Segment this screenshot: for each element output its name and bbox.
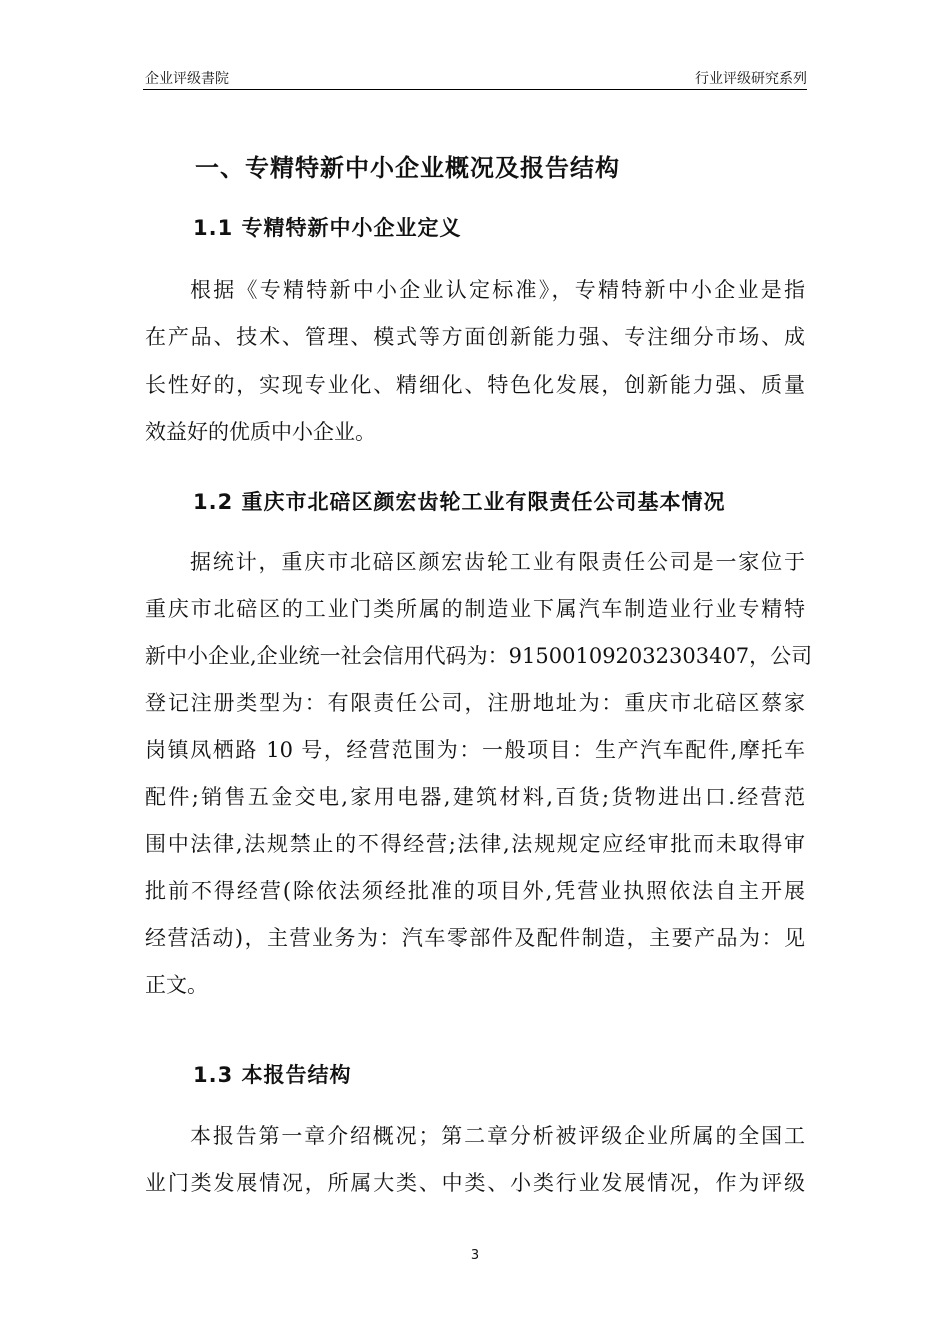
page-number: 3 (470, 1248, 480, 1263)
section-title: 1.2 重庆市北碚区颜宏齿轮工业有限责任公司基本情况 (193, 490, 726, 514)
paragraph-line: 业门类发展情况，所属大类、中类、小类行业发展情况，作为评级 (145, 1171, 805, 1195)
paragraph-line: 长性好的，实现专业化、精细化、特色化发展，创新能力强、质量 (145, 373, 805, 397)
paragraph-line: 登记注册类型为：有限责任公司，注册地址为：重庆市北碚区蔡家 (145, 691, 805, 715)
paragraph-line: 正文。 (145, 973, 208, 997)
section-title: 1.1 专精特新中小企业定义 (193, 216, 462, 240)
paragraph-line: 效益好的优质中小企业。 (145, 420, 376, 444)
paragraph-line: 围中法律,法规禁止的不得经营;法律,法规规定应经审批而未取得审 (145, 832, 805, 856)
header-right: 行业评级研究系列 (695, 71, 807, 87)
paragraph-line: 岗镇凤栖路 10 号，经营范围为：一般项目：生产汽车配件,摩托车 (145, 738, 805, 762)
paragraph-line: 配件;销售五金交电,家用电器,建筑材料,百货;货物进出口.经营范 (145, 785, 805, 809)
paragraph-line: 经营活动)，主营业务为：汽车零部件及配件制造，主要产品为：见 (145, 926, 805, 950)
header-rule (143, 89, 807, 90)
header-left: 企业评级書院 (145, 71, 229, 87)
paragraph-line: 批前不得经营(除依法须经批准的项目外,凭营业执照依法自主开展 (145, 879, 805, 903)
paragraph-line: 新中小企业,企业统一社会信用代码为：915001092032303407，公司 (145, 644, 813, 668)
paragraph-line: 在产品、技术、管理、模式等方面创新能力强、专注细分市场、成 (145, 325, 805, 349)
section-title: 1.3 本报告结构 (193, 1063, 352, 1087)
chapter-title: 一、专精特新中小企业概况及报告结构 (195, 154, 620, 182)
paragraph-line: 根据《专精特新中小企业认定标准》，专精特新中小企业是指 (190, 278, 805, 302)
paragraph-line: 本报告第一章介绍概况；第二章分析被评级企业所属的全国工 (190, 1124, 805, 1148)
paragraph-line: 重庆市北碚区的工业门类所属的制造业下属汽车制造业行业专精特 (145, 597, 805, 621)
paragraph-line: 据统计，重庆市北碚区颜宏齿轮工业有限责任公司是一家位于 (190, 550, 805, 574)
